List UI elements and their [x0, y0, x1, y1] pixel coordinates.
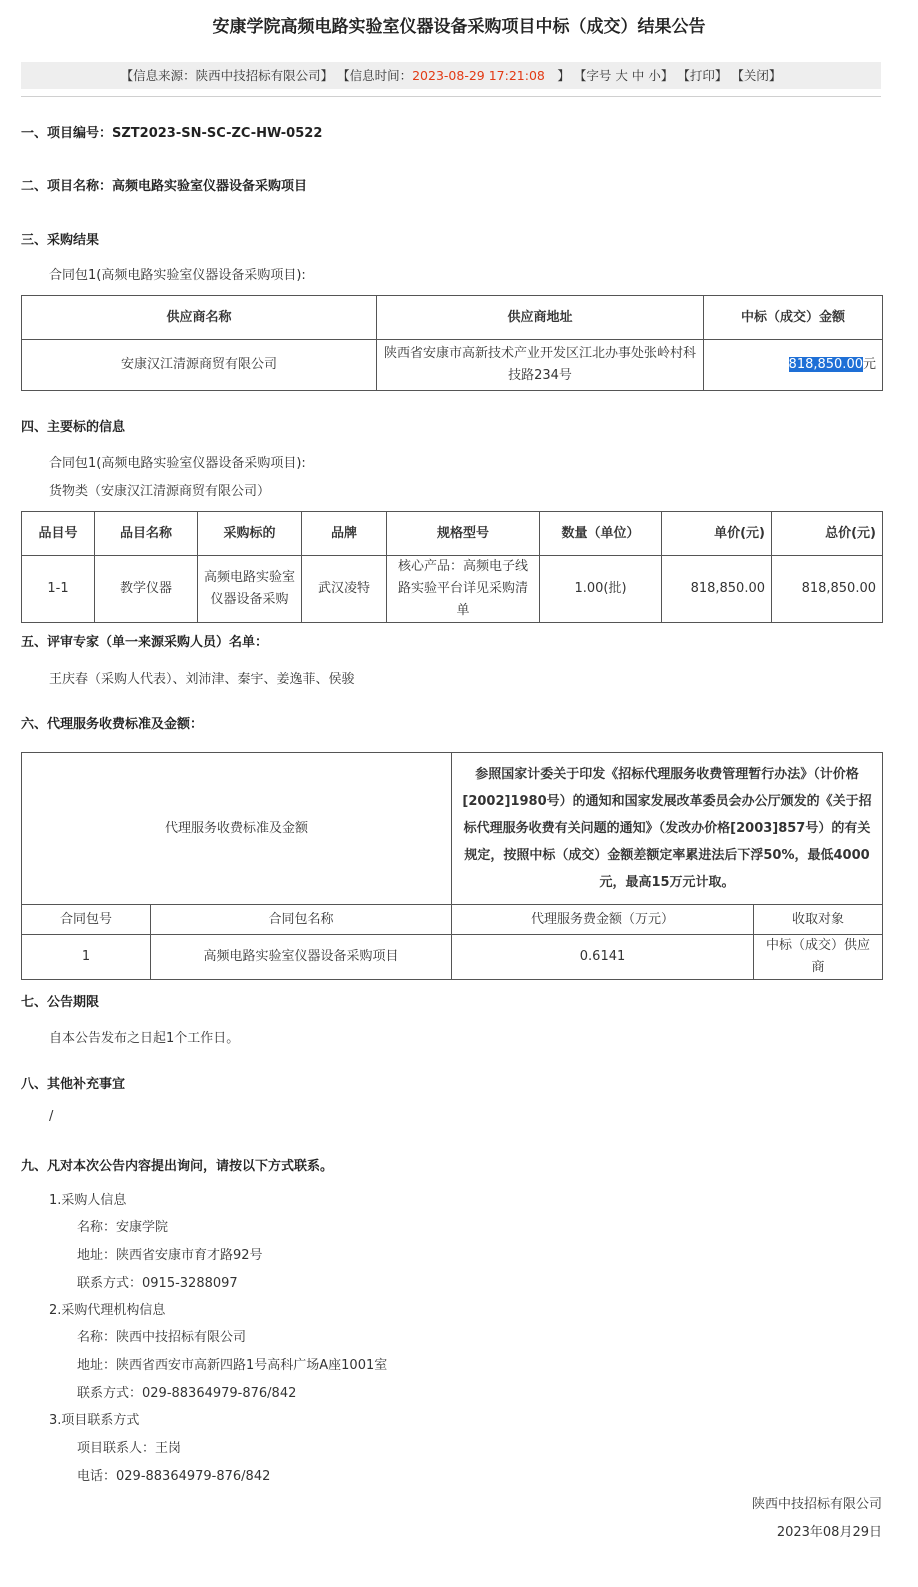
other-text: /: [49, 1109, 54, 1124]
package-label: 合同包1(高频电路实验室仪器设备采购项目):: [49, 268, 306, 283]
footer-date: 2023年08月29日: [776, 1525, 882, 1540]
table-header-row: [22, 905, 883, 935]
column-header: 品牌: [302, 512, 387, 556]
project-number: SZT2023-SN-SC-ZC-HW-0522: [112, 126, 323, 141]
page-title: 安康学院高频电路实验室仪器设备采购项目中标（成交）结果公告: [212, 17, 706, 37]
footer-organization: 陕西中技招标有限公司: [751, 1497, 882, 1512]
section-contact-heading: 九、凡对本次公告内容提出询问，请按以下方式联系。: [21, 1159, 334, 1174]
column-header: 合同包号: [22, 905, 151, 935]
project-contact-person: 项目联系人：王岗: [77, 1441, 182, 1456]
package-number: 1: [22, 935, 151, 980]
project-contact-heading: 3.项目联系方式: [49, 1413, 140, 1428]
info-time-label: 【信息时间：: [337, 68, 413, 83]
agency-phone: 联系方式：029-88364979-876/842: [77, 1386, 297, 1401]
section-period-heading: 七、公告期限: [21, 995, 100, 1010]
table-row: [22, 935, 883, 980]
column-header: 供应商名称: [22, 296, 377, 340]
section-fee-heading: 六、代理服务收费标准及金额：: [21, 717, 204, 732]
section-experts-heading: 五、评审专家（单一来源采购人员）名单：: [21, 635, 269, 650]
fee-payer: 中标（成交）供应商: [754, 935, 883, 980]
agency-info-heading: 2.采购代理机构信息: [49, 1303, 166, 1318]
category-label: 货物类（安康汉江清源商贸有限公司）: [49, 484, 271, 499]
items-table: [21, 511, 883, 623]
fee-standard-label: 代理服务收费标准及金额: [22, 753, 452, 905]
section-result-heading: 三、采购结果: [21, 233, 100, 248]
table-header-row: [22, 296, 883, 340]
item-number: 1-1: [22, 556, 95, 623]
section-label: 二、项目名称：: [21, 179, 113, 194]
project-contact-phone: 电话：029-88364979-876/842: [77, 1469, 271, 1484]
section-project-name: [21, 175, 307, 194]
fee-table: [21, 752, 883, 980]
purchaser-address: 地址：陕西省安康市育才路92号: [77, 1248, 263, 1263]
info-source: 【信息来源：陕西中技招标有限公司】: [120, 68, 334, 83]
unit-price: 818,850.00: [662, 556, 772, 623]
purchaser-name: 名称：安康学院: [77, 1220, 169, 1235]
column-header: 数量（单位）: [540, 512, 662, 556]
column-header: 中标（成交）金额: [704, 296, 883, 340]
column-header: 采购标的: [198, 512, 302, 556]
column-header: 合同包名称: [151, 905, 452, 935]
supplier-address: 陕西省安康市高新技术产业开发区江北办事处张岭村科技路234号: [377, 340, 704, 391]
item-name: 教学仪器: [95, 556, 198, 623]
info-time-value: 2023-08-29 17:21:08: [412, 68, 545, 83]
fee-standard-text: 参照国家计委关于印发《招标代理服务收费管理暂行办法》（计价格[2002]1980号）的通知和国家发展改革委员会办公厅颁发的《关于招标代理服务收费有关问题的通知》（发改办价格[2003]857号）的有关规定，按照中标（成交）金额差额定率累进法后下浮50%，最低4000元，最高15万元计取。: [452, 753, 883, 905]
section-other-heading: 八、其他补充事宜: [21, 1077, 126, 1092]
award-amount: 818,850.00: [788, 357, 863, 372]
column-header: 规格型号: [387, 512, 540, 556]
section-label: 一、项目编号：: [21, 126, 113, 141]
purchaser-phone: 联系方式：0915-3288097: [77, 1276, 238, 1291]
project-name: 高频电路实验室仪器设备采购项目: [112, 179, 308, 194]
font-medium-link[interactable]: 中: [631, 68, 645, 83]
fee-standard-row: [22, 753, 883, 905]
agency-fee: 0.6141: [452, 935, 754, 980]
supplier-name: 安康汉江清源商贸有限公司: [22, 340, 377, 391]
font-size-label: 【字号: [573, 68, 612, 83]
currency-unit: 元: [862, 357, 876, 372]
brand: 武汉凌特: [302, 556, 387, 623]
column-header: 总价(元): [772, 512, 883, 556]
column-header: 品目名称: [95, 512, 198, 556]
table-header-row: [22, 512, 883, 556]
table-row: [22, 340, 883, 391]
column-header: 供应商地址: [377, 296, 704, 340]
specification: 核心产品：高频电子线路实验平台详见采购清单: [387, 556, 540, 623]
expert-names: 王庆春（采购人代表）、刘沛津、秦宇、姜逸菲、侯骏: [49, 672, 355, 687]
info-time-close: 】: [544, 68, 570, 83]
package-label: 合同包1(高频电路实验室仪器设备采购项目):: [49, 456, 306, 471]
column-header: 收取对象: [754, 905, 883, 935]
info-bar: [21, 62, 881, 89]
purchaser-info-heading: 1.采购人信息: [49, 1193, 127, 1208]
column-header: 代理服务费金额（万元）: [452, 905, 754, 935]
award-amount-cell: [704, 340, 883, 391]
result-table: [21, 295, 883, 391]
table-row: [22, 556, 883, 623]
period-text: 自本公告发布之日起1个工作日。: [49, 1031, 240, 1046]
agency-address: 地址：陕西省西安市高新四路1号高科广场A座1001室: [77, 1358, 388, 1373]
package-name: 高频电路实验室仪器设备采购项目: [151, 935, 452, 980]
quantity: 1.00(批): [540, 556, 662, 623]
column-header: 单价(元): [662, 512, 772, 556]
section-items-heading: 四、主要标的信息: [21, 420, 126, 435]
font-small-link[interactable]: 小】: [648, 68, 674, 83]
procurement-subject: 高频电路实验室仪器设备采购: [198, 556, 302, 623]
column-header: 品目号: [22, 512, 95, 556]
close-link[interactable]: 【关闭】: [731, 68, 782, 83]
agency-name: 名称：陕西中技招标有限公司: [77, 1330, 247, 1345]
section-project-number: [21, 122, 322, 141]
print-link[interactable]: 【打印】: [677, 68, 728, 83]
font-large-link[interactable]: 大: [615, 68, 628, 83]
total-price: 818,850.00: [772, 556, 883, 623]
divider: [21, 96, 881, 97]
